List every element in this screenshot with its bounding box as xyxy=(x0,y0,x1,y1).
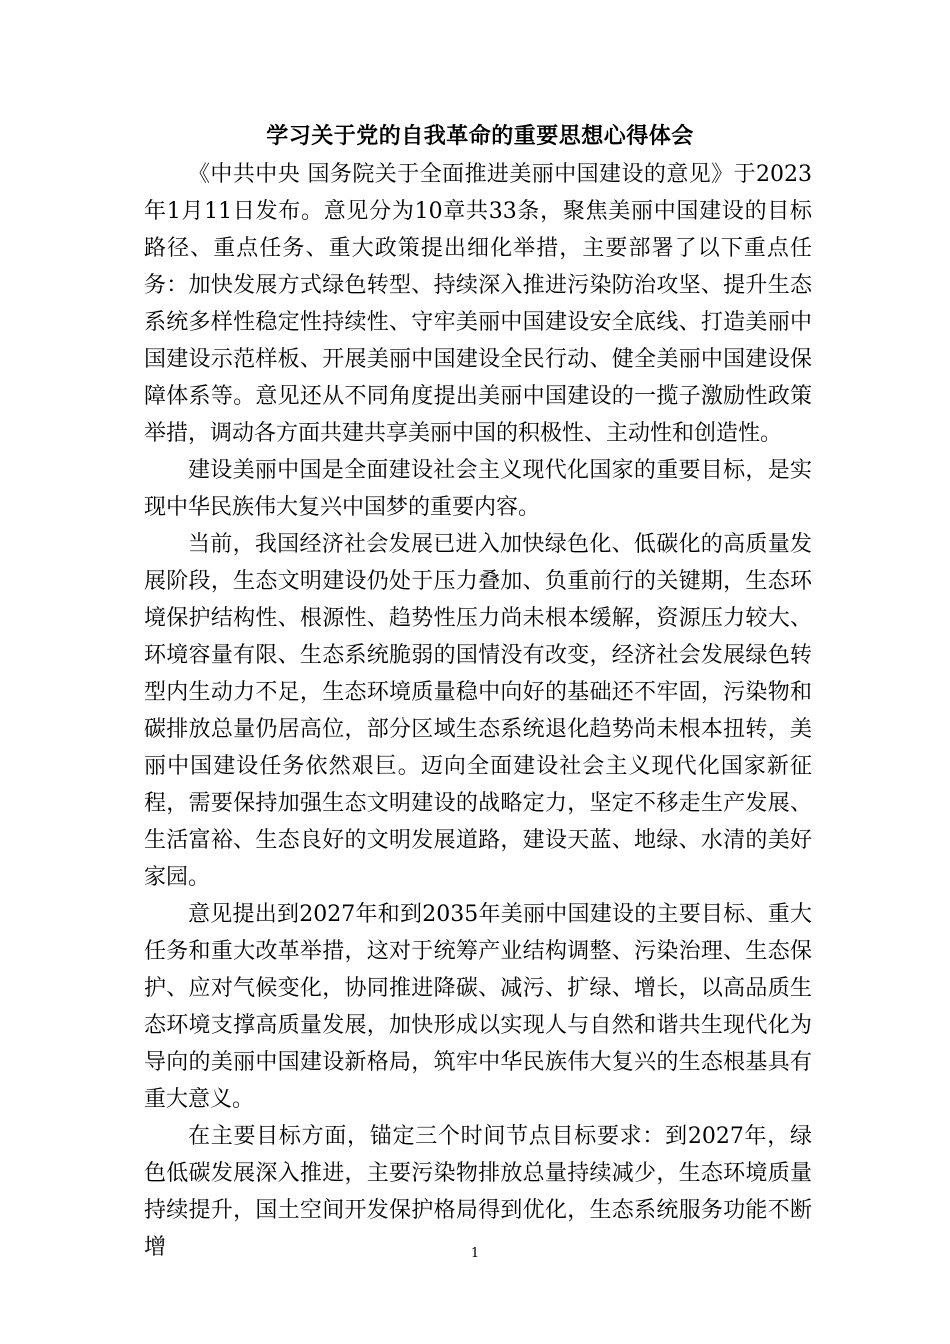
paragraph-3: 当前，我国经济社会发展已进入加快绿色化、低碳化的高质量发展阶段，生态文明建设仍处于压力叠加、负重前行的关键期，生态环境保护结构性、根源性、趋势性压力尚未根本缓解，资源压力较大、环境容量有限、生态系统脆弱的国情没有改变，经济社会发展绿色转型内生动力不足，生态环境质量稳中向好的基础还不牢固，污染物和碳排放总量仍居高位，部分区域生态系统退化趋势尚未根本扭转，美丽中国建设任务依然艰巨。迈向全面建设社会主义现代化国家新征程，需要保持加强生态文明建设的战略定力，坚定不移走生产发展、生活富裕、生态良好的文明发展道路，建设天蓝、地绿、水清的美好家园。 xyxy=(144,532,812,890)
paragraph-1: 《中共中央 国务院关于全面推进美丽中国建设的意见》于2023年1月11日发布。意见分为10章共33条，聚焦美丽中国建设的目标路径、重点任务、重大政策提出细化举措，主要部署了以下重点任务：加快发展方式绿色转型、持续深入推进污染防治攻坚、提升生态系统多样性稳定性持续性、守牢美丽中国建设安全底线、打造美丽中国建设示范样板、开展美丽中国建设全民行动、健全美丽中国建设保障体系等。意见还从不同角度提出美丽中国建设的一揽子激励性政策举措，调动各方面共建共享美丽中国的积极性、主动性和创造性。 xyxy=(144,162,812,446)
document-body xyxy=(144,156,812,1266)
page-number: 1 xyxy=(470,1246,480,1261)
paragraph-2: 建设美丽中国是全面建设社会主义现代化国家的重要目标，是实现中华民族伟大复兴中国梦的重要内容。 xyxy=(144,458,812,520)
paragraph-4: 意见提出到2027年和到2035年美丽中国建设的主要目标、重大任务和重大改革举措，这对于统筹产业结构调整、污染治理、生态保护、应对气候变化，协同推进降碳、减污、扩绿、增长，以高品质生态环境支撑高质量发展，加快形成以实现人与自然和谐共生现代化为导向的美丽中国建设新格局，筑牢中华民族伟大复兴的生态根基具有重大意义。 xyxy=(144,902,812,1112)
paragraph-5: 在主要目标方面，锚定三个时间节点目标要求：到2027年，绿色低碳发展深入推进，主要污染物排放总量持续减少，生态环境质量持续提升，国土空间开发保护格局得到优化，生态系统服务功能不断增 xyxy=(144,1124,812,1260)
document-title: 学习关于党的自我革命的重要思想心得体会 xyxy=(266,123,694,149)
